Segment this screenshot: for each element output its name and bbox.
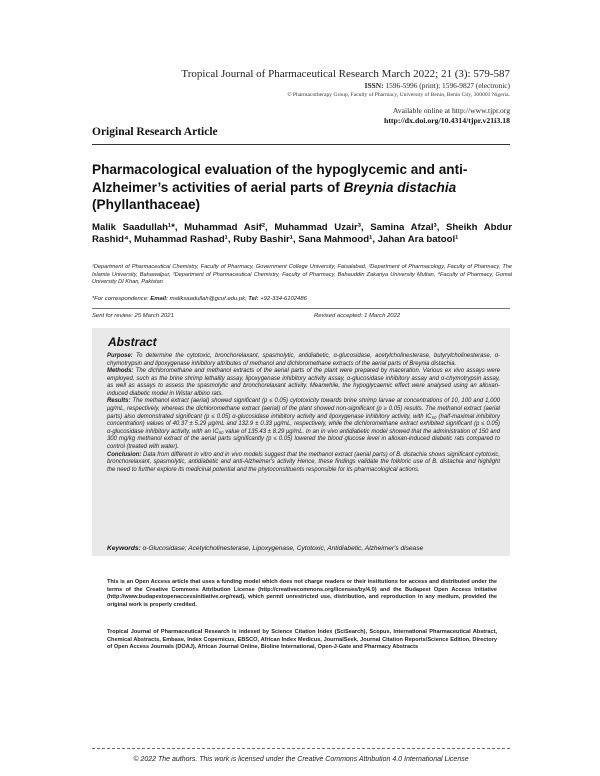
tel-number: +92-334-6102486	[258, 296, 307, 302]
doi-link[interactable]: http://dx.doi.org/10.4314/tjpr.v21i3.18	[384, 116, 510, 125]
author-list: Malik Saadullah¹*, Muhammad Asif², Muhammad Uzair³, Samina Afzal³, Sheikh Abdur Rashid⁴, Muhammad Rashad¹, Ruby Bashir¹, Sana Mahmood¹, Jahan Ara batool¹	[92, 222, 512, 246]
keywords	[107, 545, 500, 554]
tel-label: Tel:	[248, 296, 259, 302]
conclusion-text: Data from different in vitro and in vivo models suggest that the methanol extract (aerial parts) of B. distachia shows significant cytotoxic, bronchorelaxant, spasmolytic, antidiabetic and anti-Alzheimer's activity Hence, these findings validate the folkloric use of B. distachia and highlight the need to further explore its medicinal potential and the phytoconstituents responsible for its pharmacological actions.	[107, 451, 500, 473]
title-part1: Pharmacological evaluation of the hypoglycemic and anti-Alzheimer’s activities of aerial parts of	[92, 162, 468, 195]
purpose-label: Purpose:	[107, 353, 133, 359]
article-title	[92, 161, 512, 214]
footer-divider	[92, 748, 510, 749]
conclusion-label: Conclusion:	[107, 451, 142, 458]
abstract-methods	[107, 368, 500, 398]
abstract-conclusion	[107, 452, 500, 475]
article-type: Original Research Article	[92, 126, 218, 138]
purpose-text: To determine the cytotoxic, bronchorelaxant, spasmolytic, antidiabetic, α-glucosidase, acetylcholinesterase, butyrylcholinesterase, α-chymotrypsin and lipoxygenase inhibitory attributes of methanol and dichloromethane extracts of the aerial parts of Breynia distachia.	[107, 353, 500, 367]
journal-header	[150, 68, 510, 99]
online-block	[384, 106, 510, 126]
abstract-results	[107, 398, 500, 451]
methods-label: Methods:	[107, 368, 134, 375]
online-link[interactable]: Available online at http://www.tjpr.org	[392, 106, 510, 115]
open-access-notice: This is an Open Access article that uses a funding model which does not charge readers or their institutions for access and distributed under the terms of the Creative Commons Attribution License (http://creativecommons.org/licenses/by/4.0) and the Budapest Open Access Initiative (http://www.budapestopenaccessinitiative.org/read), which permit unrestricted use, distribution, and reproduction in any medium, provided the original work is properly credited.	[107, 579, 497, 609]
email-label: Email:	[150, 296, 168, 302]
methods-text: The dichloromethane and methanol extracts of the aerial parts of the plant were prepared by maceration. Various ex vivo assays were employed, such as the brine shrimp lethality assay, lipoxygenase inhibitory activity assay, α-glucosidase inhibitory assay and α-chymotrypsin assay, as well as assays to assess the spasmolytic and bronchorelaxant activity. Meanwhile, the hypoglycaemic effect were analysed using an alloxan-induced diabetic model in Wistar albino rats.	[107, 368, 500, 397]
correspondence	[92, 295, 512, 303]
corr-prefix: *For correspondence:	[92, 296, 151, 302]
keywords-label: Keywords:	[107, 545, 141, 552]
journal-citation: Tropical Journal of Pharmaceutical Research March 2022; 21 (3): 579-587	[181, 68, 510, 80]
issn-text: 1596-5996 (print); 1596-9827 (electronic)	[385, 81, 510, 90]
abstract-purpose	[107, 353, 500, 368]
indexing-notice: Tropical Journal of Pharmaceutical Research is indexed by Science Citation Index (SciSearch), Scopus, International Pharmaceutical Abstract, Chemical Abstracts, Embase, Index Copernicus, EBSCO, African Index Medicus, JournalSeek, Journal Citation Reports/Science Edition, Directory of Open Access Journals (DOAJ), African Journal Online, Bioline International, Open-J-Gate and Pharmacy Abstracts	[107, 629, 497, 651]
abstract-body	[107, 353, 500, 474]
revised-accepted: Revised accepted: 1 March 2022	[314, 313, 401, 319]
issn-label: ISSN:	[364, 81, 384, 90]
email-address[interactable]: maliksaadullah@gcuf.edu.pk;	[167, 296, 249, 302]
license-footer: © 2022 The authors. This work is licensed under the Creative Commons Attribution 4.0 International License	[133, 756, 469, 763]
abstract-heading: Abstract	[108, 335, 157, 349]
publisher-copyright: © Pharmacotherapy Group, Faculty of Pharmacy, University of Benin, Benin City, 300001 Nigeria.	[287, 92, 510, 98]
keywords-text: α-Glucosidase; Acetylcholinesterase, Lipoxygenase, Cytotoxic, Antidiabetic, Alzheimer's disease	[140, 545, 424, 552]
sent-for-review: Sent for review: 25 March 2021	[92, 313, 174, 319]
dates-divider	[92, 308, 510, 309]
title-part2: (Phyllanthaceae)	[92, 197, 201, 212]
abstract-box	[92, 328, 510, 556]
results-text: The methanol extract (aerial) showed significant (p ≤ 0.05) cytotoxicity towards brine shrimp larvae at concentrations of 10, 100 and 1,000 μg/mL, respectively, whereas the dichloromethane extract (aerial) of the plant showed non-significant (p ≥ 0.05) results. The methanol extract (aerial parts) also demonstrated significant (p ≤ 0.05) α-glucosidase inhibitory activity and lipoxygenase inhibitory activity, with IC₅₀ (half-maximal inhibitory concentration) values of 40.37 ± 5.29 μg/mL and 132.9 ± 0.33 μg/mL, respectively, while the dichloromethane extract exhibited significant (p ≤ 0.05) α-glucosidase inhibitory activity, with an IC₅₀ value of 135.43 ± 8.29 μg/mL. In an in vivo antidiabetic model showed that the administration of 150 and 300 mg/kg methanol extract of the aerial parts significantly (p ≤ 0.05) lowered the blood glucose level in alloxan-induced diabetic rats compared to control (treated with water).	[107, 398, 500, 450]
title-species: Breynia distachia	[343, 179, 457, 195]
affiliations: ¹Department of Pharmaceutical Chemistry, Faculty of Pharmacy, Government College University, Faisalabad, ²Department of Pharmacology, Faculty of Pharmacy, The Islamia University, Bahawalpur, ³Department of Pharmaceutical Chemistry, Faculty of Pharmacy, Bahauddin Zakariya University Multan, ⁴Faculty of Pharmacy, Gomal University DI Khan, Pakistan	[92, 264, 512, 286]
results-label: Results:	[107, 398, 131, 405]
issn-line	[150, 81, 510, 91]
header-divider	[92, 144, 510, 145]
